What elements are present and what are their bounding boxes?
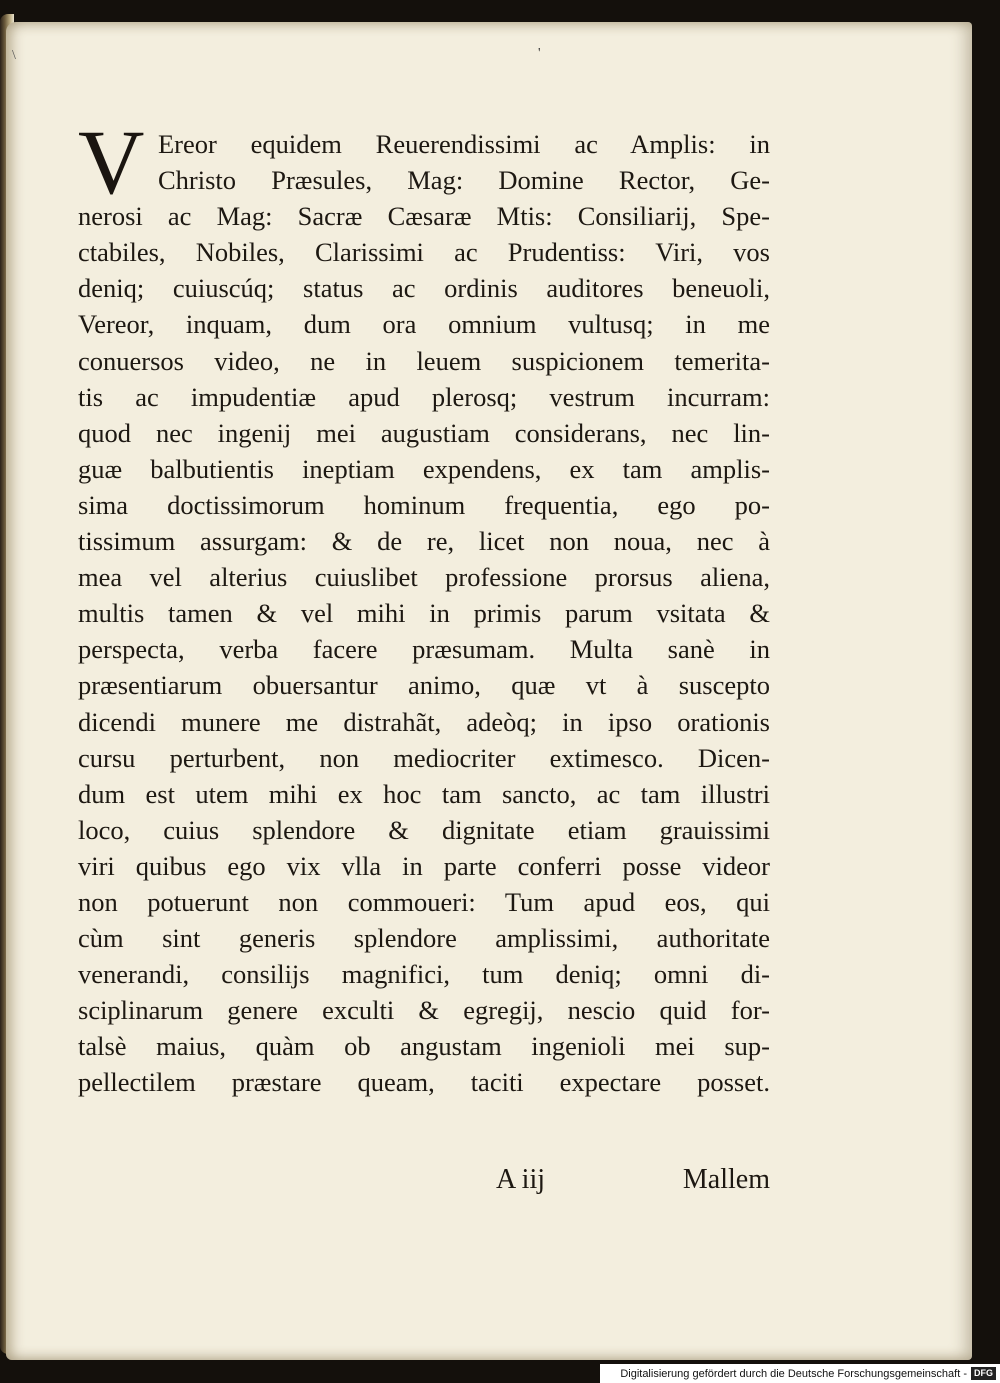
- catchword: Mallem: [682, 1164, 770, 1195]
- text-line: tis ac impudentiæ apud plerosq; vestrum incurram:: [78, 381, 770, 412]
- text-line: non potuerunt non commoueri: Tum apud eos, qui: [78, 886, 770, 917]
- text-line: multis tamen & vel mihi in primis parum vsitata &: [78, 598, 770, 629]
- text-line: deniq; cuiuscúq; status ac ordinis auditores beneuoli,: [78, 273, 770, 304]
- text-line: mea vel alterius cuiuslibet professione prorsus aliena,: [78, 562, 770, 593]
- text-line: sciplinarum genere exculti & egregij, nescio quid for-: [78, 995, 770, 1026]
- digitization-credit: [600, 1364, 1000, 1383]
- text-line: dicendi munere me distrahãt, adeòq; in ipso orationis: [78, 706, 770, 737]
- text-line: Ereor equidem Reuerendissimi ac Amplis: in: [158, 129, 770, 159]
- text-line: tissimum assurgam: & de re, licet non noua, nec à: [78, 526, 770, 557]
- text-line: quod nec ingenij mei augustiam considerans, nec lin-: [78, 417, 770, 448]
- text-line: cùm sint generis splendore amplissimi, authoritate: [78, 923, 770, 954]
- text-line: talsè maius, quàm ob angustam ingenioli mei sup-: [78, 1031, 770, 1062]
- text-line: perspecta, verba facere præsumam. Multa sanè in: [78, 634, 770, 665]
- signature-mark: A iij: [496, 1164, 546, 1195]
- top-mark: ': [538, 46, 541, 61]
- text-line: præsentiarum obuersantur animo, quæ vt à suscepto: [78, 670, 770, 701]
- text-line: ctabiles, Nobiles, Clarissimi ac Prudentiss: Viri, vos: [78, 237, 770, 268]
- dfg-logo-icon: DFG: [971, 1367, 996, 1380]
- text-line: nerosi ac Mag: Sacræ Cæsaræ Mtis: Consiliarij, Spe-: [78, 201, 770, 232]
- text-line: sima doctissimorum hominum frequentia, ego po-: [78, 489, 770, 520]
- margin-mark: \: [12, 48, 16, 63]
- text-line: dum est utem mihi ex hoc tam sancto, ac tam illustri: [78, 778, 770, 809]
- drop-cap: V: [78, 111, 145, 213]
- body-text: [78, 126, 770, 1101]
- page-footer: [78, 1160, 770, 1200]
- text-line: Vereor, inquam, dum ora omnium vultusq; in me: [78, 309, 770, 340]
- text-line: pellectilem præstare queam, taciti expectare posset.: [78, 1067, 770, 1098]
- credit-text: Digitalisierung gefördert durch die Deutsche Forschungsgemeinschaft -: [620, 1367, 967, 1380]
- text-line: viri quibus ego vix vlla in parte conferri posse videor: [78, 850, 770, 881]
- text-line: venerandi, consilijs magnifici, tum deniq; omni di-: [78, 959, 770, 990]
- text-line: conuersos video, ne in leuem suspicionem temerita-: [78, 345, 770, 376]
- text-line: guæ balbutientis ineptiam expendens, ex tam amplis-: [78, 453, 770, 484]
- text-line: Christo Præsules, Mag: Domine Rector, Ge-: [158, 165, 770, 196]
- text-line: cursu perturbent, non mediocriter extimesco. Dicen-: [78, 742, 770, 773]
- text-line: loco, cuius splendore & dignitate etiam grauissimi: [78, 814, 770, 845]
